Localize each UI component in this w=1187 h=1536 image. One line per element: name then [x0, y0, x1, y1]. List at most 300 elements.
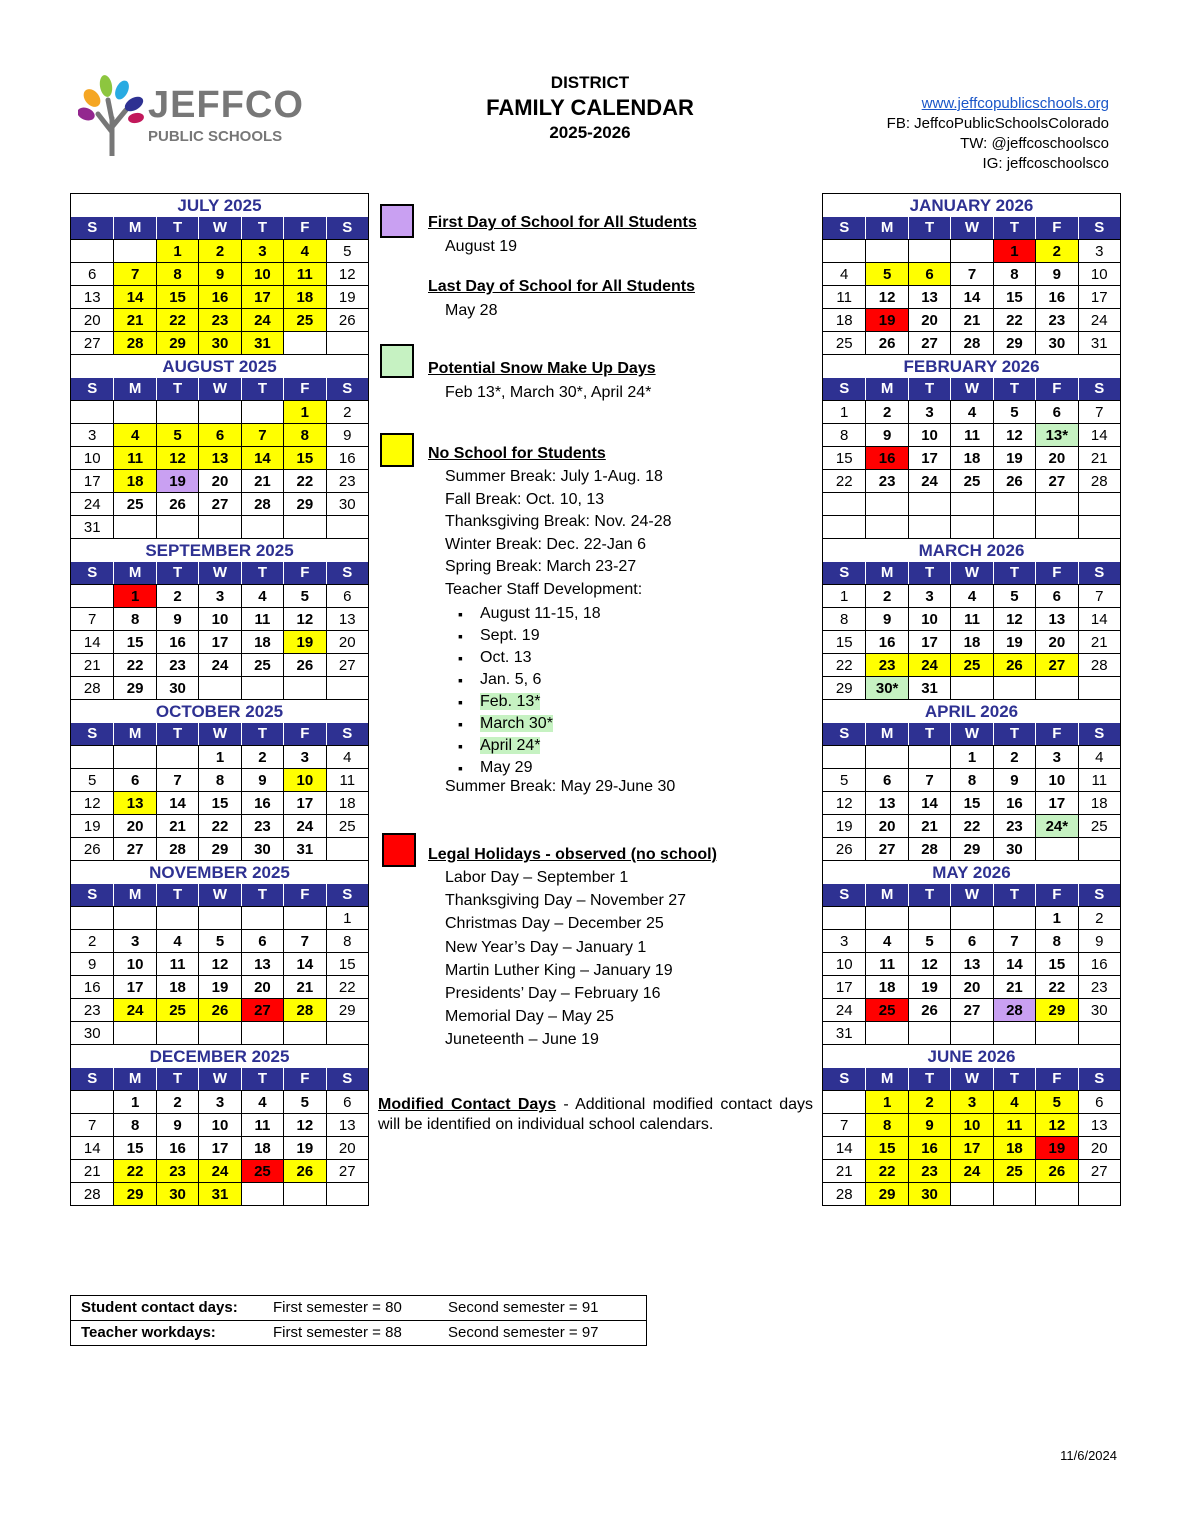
day-cell: 6	[113, 768, 155, 791]
day-cell: 27	[198, 492, 240, 515]
day-cell: 29	[865, 1182, 907, 1205]
day-cell: 1	[950, 745, 992, 768]
month-block	[71, 1044, 368, 1205]
day-cell: 14	[823, 1136, 865, 1159]
day-cell: 30*	[865, 676, 907, 699]
day-cell: 26	[993, 653, 1035, 676]
day-cell: 3	[113, 929, 155, 952]
day-cell: 18	[156, 975, 198, 998]
day-cell: 28	[71, 676, 113, 699]
day-cell: 20	[908, 308, 950, 331]
day-cell: 20	[113, 814, 155, 837]
title-district: DISTRICT	[550, 73, 630, 92]
weekday-label: T	[908, 884, 950, 906]
staff-development-date: March 30*	[480, 715, 553, 732]
empty-cell	[823, 1090, 865, 1113]
day-cell: 29	[993, 331, 1035, 354]
day-cell: 2	[1078, 906, 1120, 929]
weekday-label: S	[326, 378, 368, 400]
day-cell: 4	[950, 584, 992, 607]
day-cell: 23	[71, 998, 113, 1021]
day-cell: 12	[283, 607, 325, 630]
empty-cell	[993, 1021, 1035, 1044]
weekday-label: S	[1078, 217, 1120, 239]
empty-cell	[241, 906, 283, 929]
day-cell: 15	[113, 1136, 155, 1159]
day-cell: 27	[908, 331, 950, 354]
day-cell: 5	[71, 768, 113, 791]
weekday-label: T	[993, 884, 1035, 906]
weekday-label: S	[87, 564, 98, 581]
month-block	[71, 194, 368, 354]
weekday-label: M	[865, 884, 907, 906]
day-grid	[823, 239, 1120, 354]
month-block	[71, 699, 368, 860]
weekday-label: F	[1035, 884, 1077, 906]
day-cell: 9	[241, 768, 283, 791]
day-cell: 5	[283, 584, 325, 607]
empty-cell	[156, 515, 198, 538]
day-cell: 28	[908, 837, 950, 860]
day-cell: 2	[241, 745, 283, 768]
day-cell: 17	[1035, 791, 1077, 814]
day-cell: 17	[283, 791, 325, 814]
day-cell: 13	[950, 952, 992, 975]
day-cell: 1	[198, 745, 240, 768]
day-cell: 4	[241, 1090, 283, 1113]
page-title: FAMILY CALENDAR	[486, 95, 694, 120]
day-cell: 4	[113, 423, 155, 446]
day-cell: 19	[156, 469, 198, 492]
empty-cell	[156, 745, 198, 768]
empty-cell	[1035, 492, 1077, 515]
day-cell: 2	[993, 745, 1035, 768]
staff-development-item	[480, 603, 601, 625]
weekday-label: F	[1035, 1068, 1077, 1090]
empty-cell	[865, 492, 907, 515]
day-cell: 13	[241, 952, 283, 975]
weekday-label: F	[283, 1068, 325, 1090]
day-cell: 30	[908, 1182, 950, 1205]
day-cell: 16	[865, 446, 907, 469]
day-cell: 18	[241, 630, 283, 653]
empty-cell	[156, 400, 198, 423]
day-cell: 10	[908, 423, 950, 446]
no-school-item: Winter Break: Dec. 22-Jan 6	[445, 535, 646, 553]
day-cell: 11	[993, 1113, 1035, 1136]
day-cell: 31	[283, 837, 325, 860]
day-cell: 13	[198, 446, 240, 469]
day-cell: 2	[156, 584, 198, 607]
empty-cell	[865, 515, 907, 538]
day-cell: 27	[865, 837, 907, 860]
day-cell: 6	[241, 929, 283, 952]
day-cell: 8	[113, 1113, 155, 1136]
day-cell: 11	[1078, 768, 1120, 791]
weekday-label: F	[283, 562, 325, 584]
day-cell: 30	[156, 676, 198, 699]
day-cell: 30	[71, 1021, 113, 1044]
day-cell: 4	[1078, 745, 1120, 768]
day-cell: 29	[1035, 998, 1077, 1021]
day-cell: 4	[993, 1090, 1035, 1113]
day-cell: 31	[823, 1021, 865, 1044]
day-cell: 3	[908, 400, 950, 423]
weekday-label: F	[283, 723, 325, 745]
empty-cell	[993, 676, 1035, 699]
empty-cell	[865, 745, 907, 768]
day-grid	[71, 745, 368, 860]
empty-cell	[950, 1021, 992, 1044]
weekday-label: T	[908, 1068, 950, 1090]
empty-cell	[283, 331, 325, 354]
day-cell: 18	[993, 1136, 1035, 1159]
empty-cell	[326, 837, 368, 860]
empty-cell	[823, 492, 865, 515]
staff-development-item	[480, 669, 601, 691]
day-cell: 26	[823, 837, 865, 860]
day-cell: 3	[1035, 745, 1077, 768]
day-cell: 27	[71, 331, 113, 354]
weekday-label: M	[865, 723, 907, 745]
contact-block	[887, 94, 1109, 174]
day-cell: 29	[156, 331, 198, 354]
day-cell: 22	[993, 308, 1035, 331]
day-cell: 25	[1078, 814, 1120, 837]
day-cell: 21	[113, 308, 155, 331]
day-cell: 18	[950, 446, 992, 469]
weekday-label: T	[908, 378, 950, 400]
day-cell: 16	[198, 285, 240, 308]
day-cell: 7	[993, 929, 1035, 952]
day-cell: 13	[1078, 1113, 1120, 1136]
empty-cell	[241, 676, 283, 699]
empty-cell	[908, 745, 950, 768]
day-cell: 20	[71, 308, 113, 331]
day-cell: 13	[326, 1113, 368, 1136]
staff-development-item	[480, 735, 601, 757]
empty-cell	[326, 515, 368, 538]
day-cell: 24	[908, 469, 950, 492]
day-cell: 24	[1078, 308, 1120, 331]
weekday-label: M	[113, 723, 155, 745]
day-cell: 17	[1078, 285, 1120, 308]
holiday-item: New Year’s Day – January 1	[445, 938, 647, 956]
weekday-header	[71, 884, 368, 906]
weekday-label: S	[839, 1070, 850, 1087]
day-cell: 22	[113, 653, 155, 676]
weekday-label: T	[993, 217, 1035, 239]
weekday-label: W	[198, 378, 240, 400]
weekday-label: W	[198, 1068, 240, 1090]
day-cell: 2	[326, 400, 368, 423]
empty-cell	[113, 745, 155, 768]
day-cell: 28	[156, 837, 198, 860]
day-cell: 11	[241, 607, 283, 630]
day-cell: 9	[865, 607, 907, 630]
empty-cell	[1035, 837, 1077, 860]
modified-contact-note	[378, 1095, 813, 1135]
facebook-handle: FB: JeffcoPublicSchoolsColorado	[886, 115, 1109, 132]
weekday-label: S	[87, 1070, 98, 1087]
last-day-heading: Last Day of School for All Students	[428, 278, 695, 295]
empty-cell	[1078, 492, 1120, 515]
weekday-label: W	[198, 217, 240, 239]
weekday-label: T	[241, 562, 283, 584]
day-cell: 14	[950, 285, 992, 308]
staff-development-date: August 11-15, 18	[480, 605, 601, 622]
calendar-fall	[70, 193, 369, 1206]
day-cell: 24	[71, 492, 113, 515]
month-block	[823, 699, 1120, 860]
day-grid	[823, 906, 1120, 1044]
student-label: Student contact days:	[81, 1299, 238, 1316]
day-cell: 11	[326, 768, 368, 791]
day-cell: 9	[71, 952, 113, 975]
first-day-swatch	[380, 204, 414, 238]
day-cell: 29	[198, 837, 240, 860]
day-cell: 29	[823, 676, 865, 699]
day-cell: 12	[71, 791, 113, 814]
day-cell: 2	[865, 584, 907, 607]
weekday-label: T	[241, 1068, 283, 1090]
day-cell: 9	[1035, 262, 1077, 285]
snow-dates: Feb 13*, March 30*, April 24*	[445, 384, 652, 401]
holidays-heading: Legal Holidays - observed (no school)	[428, 846, 717, 863]
day-cell: 2	[198, 239, 240, 262]
empty-cell	[71, 745, 113, 768]
month-block	[823, 194, 1120, 354]
teacher-first: First semester = 88	[273, 1324, 402, 1341]
day-cell: 6	[326, 1090, 368, 1113]
empty-cell	[283, 906, 325, 929]
day-cell: 28	[113, 331, 155, 354]
weekday-label: F	[1035, 378, 1077, 400]
day-cell: 12	[908, 952, 950, 975]
day-cell: 19	[198, 975, 240, 998]
day-cell: 1	[993, 239, 1035, 262]
weekday-header	[71, 217, 368, 239]
day-cell: 6	[71, 262, 113, 285]
day-cell: 25	[823, 331, 865, 354]
empty-cell	[113, 906, 155, 929]
day-cell: 16	[156, 1136, 198, 1159]
empty-cell	[1035, 676, 1077, 699]
empty-cell	[993, 492, 1035, 515]
day-cell: 19	[993, 446, 1035, 469]
day-cell: 23	[156, 653, 198, 676]
day-cell: 16	[865, 630, 907, 653]
empty-cell	[198, 515, 240, 538]
weekday-label: S	[1078, 562, 1120, 584]
empty-cell	[908, 515, 950, 538]
day-cell: 8	[865, 1113, 907, 1136]
day-cell: 1	[326, 906, 368, 929]
empty-cell	[113, 1021, 155, 1044]
day-cell: 28	[283, 998, 325, 1021]
day-cell: 21	[950, 308, 992, 331]
staff-development-item	[480, 713, 601, 735]
month-title: MARCH 2026	[918, 541, 1025, 560]
day-cell: 2	[908, 1090, 950, 1113]
day-cell: 29	[283, 492, 325, 515]
day-cell: 22	[283, 469, 325, 492]
day-cell: 3	[283, 745, 325, 768]
day-cell: 2	[156, 1090, 198, 1113]
month-title: JULY 2025	[177, 196, 262, 215]
weekday-label: T	[908, 217, 950, 239]
empty-cell	[865, 239, 907, 262]
weekday-header	[71, 1068, 368, 1090]
weekday-label: W	[198, 562, 240, 584]
day-cell: 9	[198, 262, 240, 285]
day-cell: 12	[198, 952, 240, 975]
day-cell: 18	[865, 975, 907, 998]
day-cell: 16	[1035, 285, 1077, 308]
weekday-label: W	[950, 378, 992, 400]
weekday-label: T	[156, 723, 198, 745]
staff-development-date: May 29	[480, 759, 533, 776]
day-cell: 26	[908, 998, 950, 1021]
weekday-label: T	[156, 217, 198, 239]
day-cell: 1	[156, 239, 198, 262]
day-cell: 26	[1035, 1159, 1077, 1182]
weekday-label: M	[865, 217, 907, 239]
day-cell: 26	[993, 469, 1035, 492]
weekday-header	[823, 217, 1120, 239]
day-cell: 15	[113, 630, 155, 653]
day-cell: 31	[198, 1182, 240, 1205]
day-cell: 8	[283, 423, 325, 446]
day-cell: 20	[326, 630, 368, 653]
empty-cell	[865, 906, 907, 929]
weekday-label: M	[113, 562, 155, 584]
day-cell: 21	[1078, 446, 1120, 469]
day-cell: 12	[993, 607, 1035, 630]
day-cell: 28	[993, 998, 1035, 1021]
weekday-label: F	[283, 884, 325, 906]
day-cell: 20	[1078, 1136, 1120, 1159]
day-cell: 23	[156, 1159, 198, 1182]
empty-cell	[241, 515, 283, 538]
weekday-label: T	[993, 562, 1035, 584]
month-block	[71, 860, 368, 1044]
day-cell: 5	[1035, 1090, 1077, 1113]
month-title: AUGUST 2025	[162, 357, 277, 376]
weekday-label: S	[839, 725, 850, 742]
day-cell: 5	[993, 400, 1035, 423]
day-cell: 22	[156, 308, 198, 331]
day-cell: 8	[198, 768, 240, 791]
day-cell: 19	[1035, 1136, 1077, 1159]
day-cell: 14	[993, 952, 1035, 975]
weekday-label: S	[326, 1068, 368, 1090]
day-cell: 29	[113, 676, 155, 699]
weekday-label: S	[326, 884, 368, 906]
day-cell: 30	[198, 331, 240, 354]
weekday-header	[823, 1068, 1120, 1090]
day-cell: 12	[823, 791, 865, 814]
day-cell: 23	[865, 653, 907, 676]
day-grid	[823, 1090, 1120, 1205]
day-cell: 11	[823, 285, 865, 308]
day-cell: 5	[156, 423, 198, 446]
month-title: JANUARY 2026	[909, 196, 1034, 215]
day-cell: 11	[865, 952, 907, 975]
month-title: NOVEMBER 2025	[149, 863, 290, 882]
day-cell: 13*	[1035, 423, 1077, 446]
no-school-item: Spring Break: March 23-27	[445, 558, 637, 575]
day-cell: 7	[156, 768, 198, 791]
empty-cell	[71, 400, 113, 423]
weekday-label: T	[241, 217, 283, 239]
month-title: APRIL 2026	[924, 702, 1019, 721]
day-cell: 23	[198, 308, 240, 331]
empty-cell	[823, 515, 865, 538]
no-school-item: Thanksgiving Break: Nov. 24-28	[445, 513, 672, 530]
snow-heading: Potential Snow Make Up Days	[428, 360, 656, 377]
day-cell: 30	[326, 492, 368, 515]
day-cell: 25	[283, 308, 325, 331]
holiday-item: Martin Luther King – January 19	[445, 961, 673, 979]
day-cell: 15	[823, 630, 865, 653]
month-title: SEPTEMBER 2025	[145, 541, 294, 560]
day-cell: 14	[283, 952, 325, 975]
day-cell: 7	[950, 262, 992, 285]
website-link[interactable]: www.jeffcopublicschools.org	[921, 95, 1109, 112]
empty-cell	[1078, 676, 1120, 699]
day-cell: 6	[865, 768, 907, 791]
day-cell: 7	[1078, 400, 1120, 423]
holiday-item: Juneteenth – June 19	[445, 1031, 599, 1049]
revision-date: 11/6/2024	[1060, 1448, 1117, 1463]
day-cell: 15	[156, 285, 198, 308]
weekday-label: W	[950, 1068, 992, 1090]
empty-cell	[950, 906, 992, 929]
day-cell: 19	[326, 285, 368, 308]
day-cell: 10	[198, 1113, 240, 1136]
weekday-label: M	[113, 1068, 155, 1090]
day-cell: 8	[1035, 929, 1077, 952]
day-cell: 23	[993, 814, 1035, 837]
no-school-item: Teacher Staff Development:	[445, 580, 643, 598]
day-cell: 12	[1035, 1113, 1077, 1136]
day-cell: 13	[71, 285, 113, 308]
empty-cell	[823, 906, 865, 929]
empty-cell	[823, 239, 865, 262]
weekday-header	[71, 562, 368, 584]
weekday-label: S	[1078, 884, 1120, 906]
day-cell: 30	[993, 837, 1035, 860]
day-cell: 1	[823, 400, 865, 423]
holiday-item: Labor Day – September 1	[445, 869, 629, 886]
staff-development-date: Feb. 13*	[480, 693, 541, 710]
empty-cell	[1035, 1182, 1077, 1205]
day-cell: 3	[241, 239, 283, 262]
day-cell: 4	[865, 929, 907, 952]
day-cell: 17	[241, 285, 283, 308]
month-title: DECEMBER 2025	[149, 1047, 290, 1066]
day-cell: 25	[241, 1159, 283, 1182]
empty-cell	[198, 400, 240, 423]
day-cell: 16	[908, 1136, 950, 1159]
empty-cell	[198, 676, 240, 699]
weekday-label: S	[326, 217, 368, 239]
last-day-date: May 28	[445, 302, 498, 319]
day-grid	[71, 400, 368, 538]
day-cell: 15	[283, 446, 325, 469]
empty-cell	[950, 515, 992, 538]
